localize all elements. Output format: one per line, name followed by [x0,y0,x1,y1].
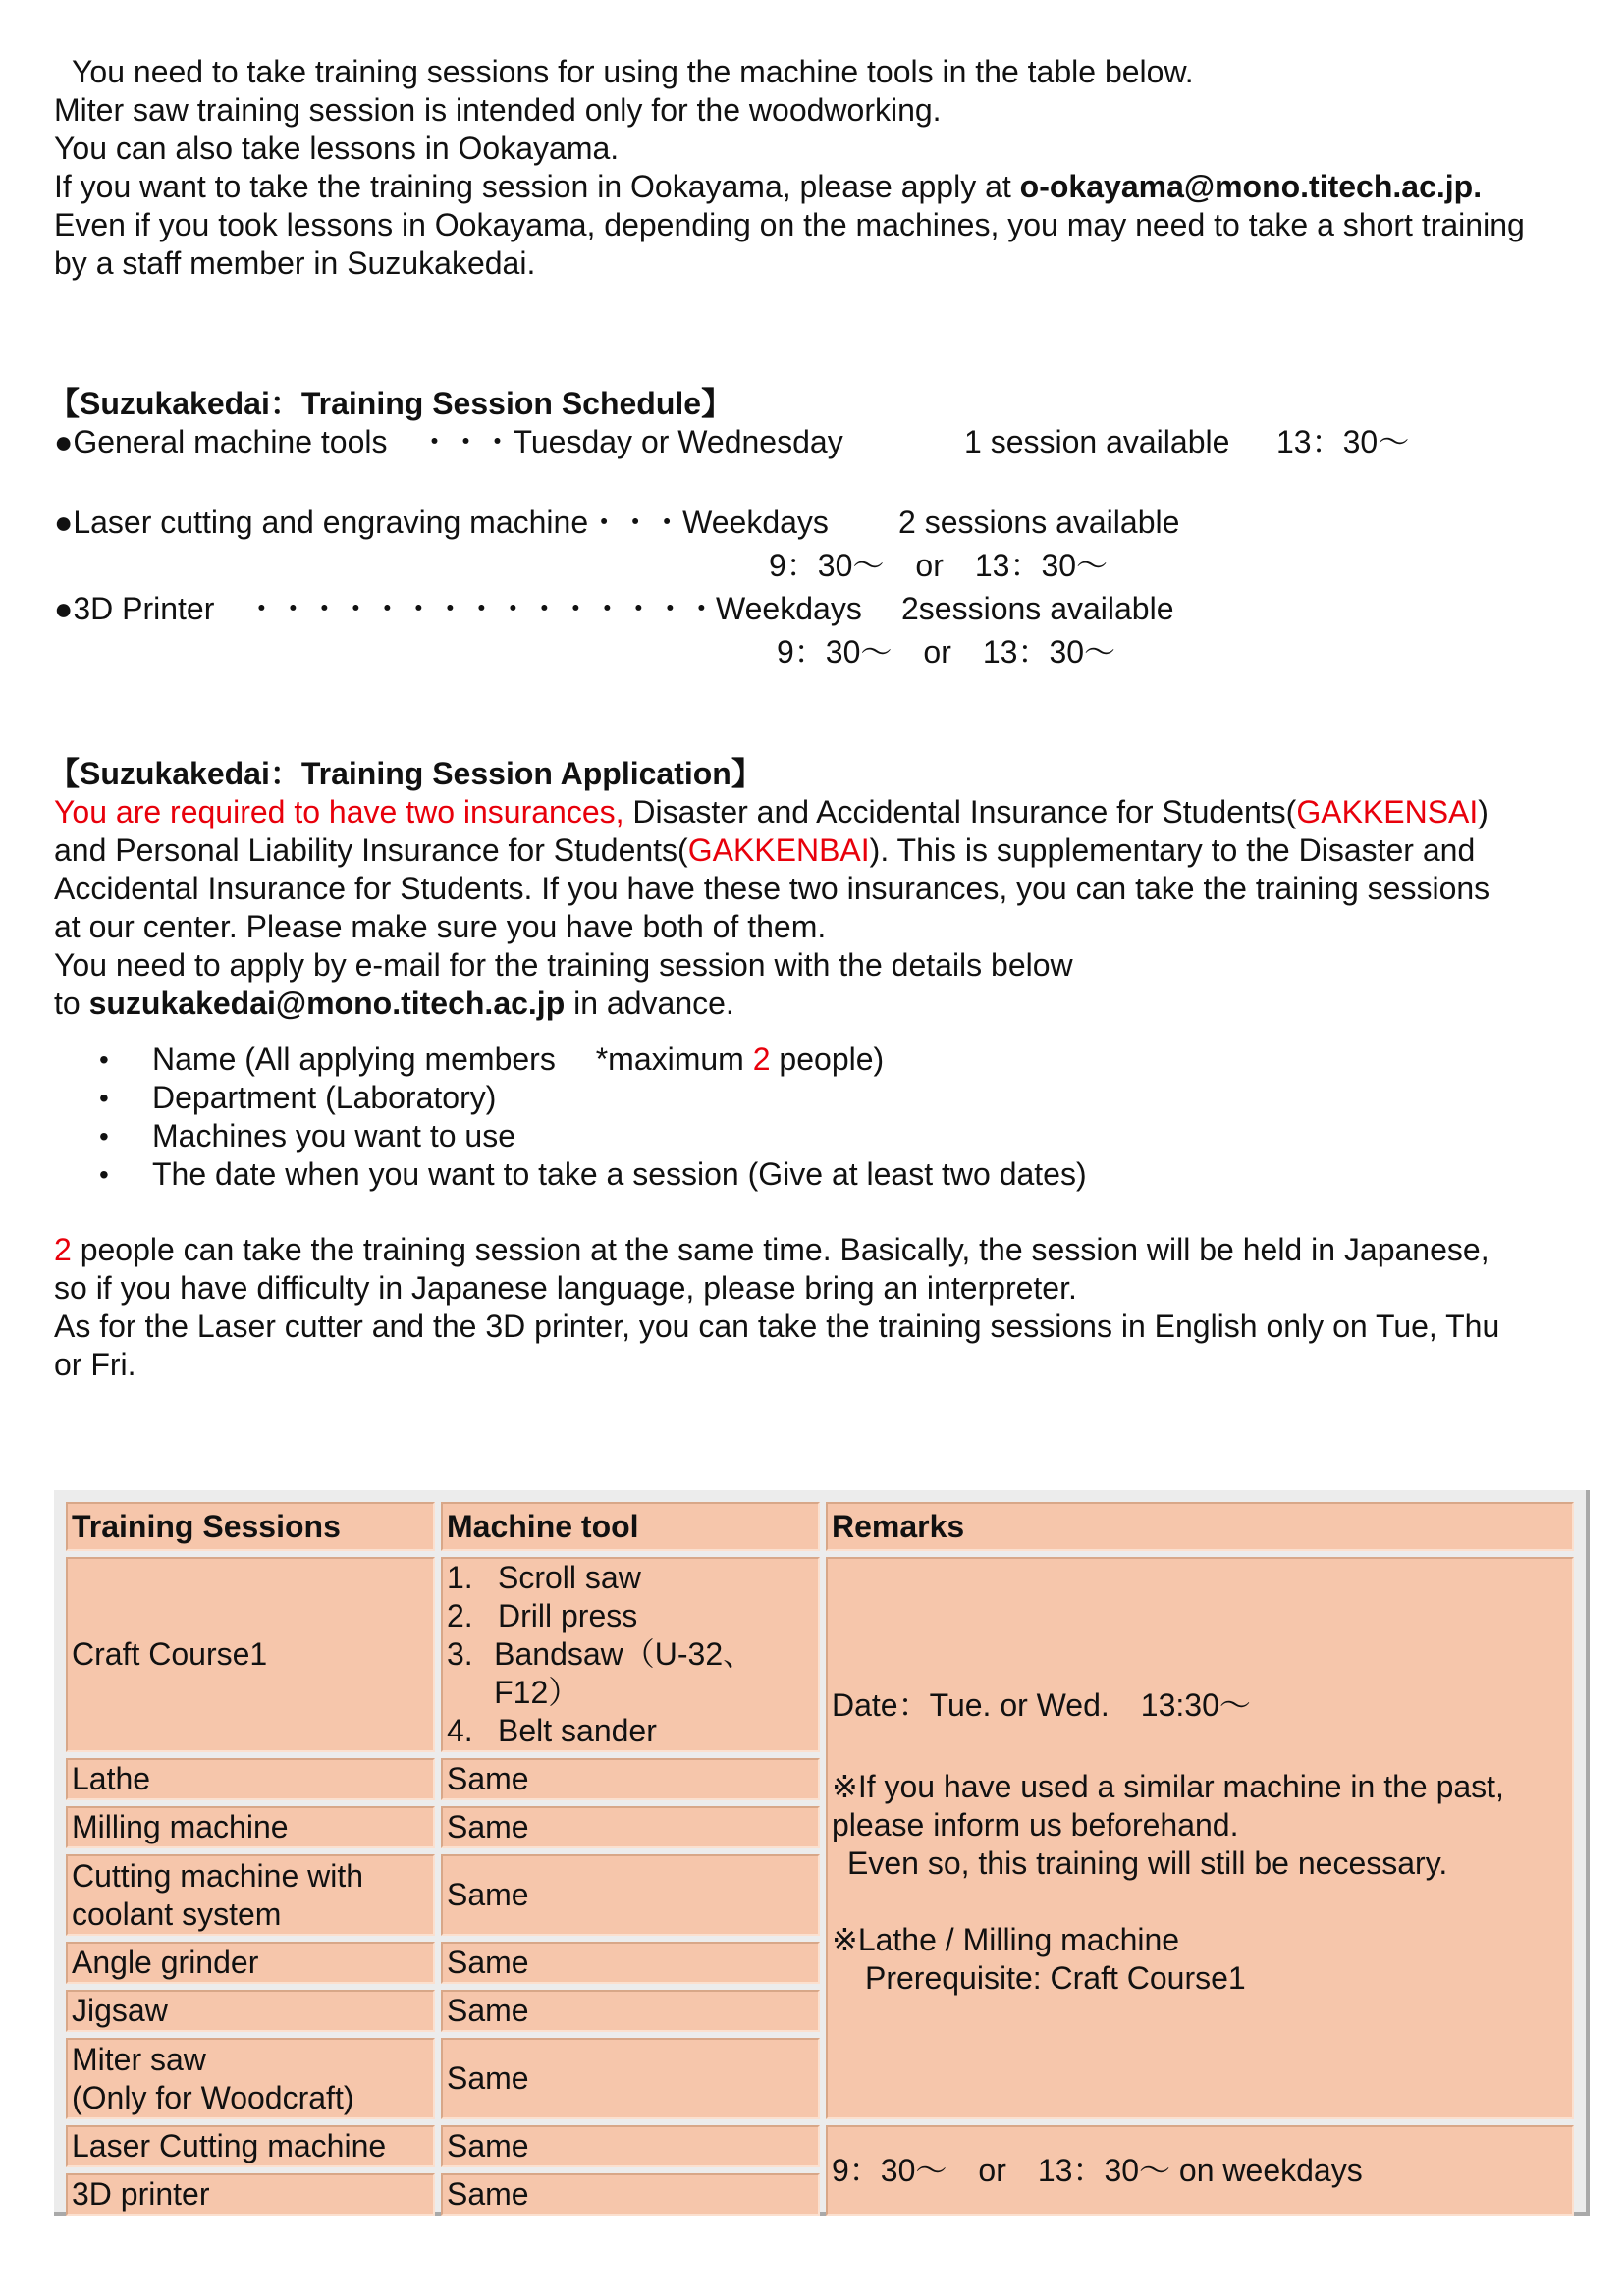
machine-tool: Same [441,1758,820,1800]
schedule-general-name: ●General machine tools ・・・Tuesday or Wednesday [54,424,843,459]
schedule-laser-sessions: 2 sessions available [898,505,1180,540]
list-item: 2. Drill press [447,1598,638,1633]
session-name: 3D printer [66,2173,435,2216]
ookayama-email[interactable]: o-okayama@mono.titech.ac.jp. [1019,169,1483,204]
table-row [66,2125,1574,2167]
application-note-4: or Fri. [54,1347,136,1382]
intro-line-5: Even if you took lessons in Ookayama, depending on the machines, you may need to take a short training [54,207,1525,242]
session-name: Cutting machine with coolant system [66,1854,435,1936]
schedule-laser [54,504,1586,547]
schedule-heading: 【Suzukakedai：Training Session Schedule】 [48,386,733,421]
session-name: Laser Cutting machine [66,2125,435,2167]
schedule-printer-name: ●3D Printer ・・・・・・・・・・・・・・・ [54,591,718,626]
table-header-row [66,1502,1574,1551]
application-p1: You are required to have two insurances, Disaster and Accidental Insurance for Students(GAKKENSAI) [54,794,1489,829]
remarks-note2-line2: Prerequisite: Craft Course1 [865,1960,1246,1996]
list-item: 1. Scroll saw [447,1560,641,1595]
machine-tool: Same [441,1854,820,1936]
machine-tool-list-cell [441,1557,820,1752]
list-item: • Department (Laboratory) [152,1079,1586,1117]
remarks-date: Date：Tue. or Wed. 13:30～ [832,1687,1251,1723]
remarks-weekdays: 9：30～ or 13：30～ on weekdays [826,2125,1574,2216]
application-heading: 【Suzukakedai：Training Session Application】 [48,756,763,791]
schedule-laser-times: 9：30～ or 13：30～ [769,548,1109,583]
suzukakedai-email[interactable]: suzukakedai@mono.titech.ac.jp [88,986,566,1021]
list-item: 4. Belt sander [447,1713,657,1748]
list-item: • Name (All applying members *maximum 2 people) [152,1041,1586,1079]
list-item: 3. Bandsaw（U-32、F12） [447,1636,755,1710]
application-p2: and Personal Liability Insurance for Students(GAKKENBAI). This is supplementary to the Disaster and [54,832,1476,868]
session-name: Milling machine [66,1806,435,1848]
schedule-printer-times-row [54,633,1586,676]
intro-line-6: by a staff member in Suzukakedai. [54,245,536,281]
schedule-laser-times-row [54,547,1586,590]
application-p6: to suzukakedai@mono.titech.ac.jp in advance. [54,986,734,1021]
list-item: • Machines you want to use [152,1117,1586,1155]
machine-tool: Same [441,1942,820,1984]
session-name: Craft Course1 [66,1557,435,1752]
schedule-printer-days: Weekdays [716,591,862,626]
session-name: Lathe [66,1758,435,1800]
machine-tool: Same [441,2038,820,2119]
schedule-general-time: 13：30～ [1276,424,1410,459]
remarks-note1-line1: ※If you have used a similar machine in the past, [832,1769,1504,1804]
header-remarks: Remarks [826,1502,1574,1551]
remarks-note1-line3: Even so, this training will still be necessary. [847,1845,1448,1881]
schedule-printer [54,590,1586,633]
session-name: Miter saw (Only for Woodcraft) [66,2038,435,2119]
remarks-general [826,1557,1574,2119]
document-body [48,53,1586,1384]
remarks-note2-line1: ※Lathe / Milling machine [832,1922,1180,1957]
machine-tool: Same [441,2173,820,2216]
schedule-general [54,423,1586,466]
session-name: Angle grinder [66,1942,435,1984]
intro-line-3: You can also take lessons in Ookayama. [54,131,620,166]
header-machine-tool: Machine tool [441,1502,820,1551]
schedule-printer-times: 9：30～ or 13：30～ [777,634,1116,669]
schedule-printer-sessions: 2sessions available [901,591,1174,626]
training-table-frame [54,1490,1590,2216]
intro-line-4: If you want to take the training session in Ookayama, please apply at o-okayama@mono.titech.ac.jp. [54,169,1483,204]
application-p4: at our center. Please make sure you have both of them. [54,909,827,944]
session-name: Jigsaw [66,1990,435,2032]
application-note-3: As for the Laser cutter and the 3D printer, you can take the training sessions in English only on Tue, Thu [54,1308,1500,1344]
application-p5: You need to apply by e-mail for the training session with the details below [54,947,1073,983]
machine-tool: Same [441,2125,820,2167]
machine-tool: Same [441,1990,820,2032]
machine-tool: Same [441,1806,820,1848]
header-training-sessions: Training Sessions [66,1502,435,1551]
application-details-list [54,1041,1586,1194]
application-p3: Accidental Insurance for Students. If you have these two insurances, you can take the training sessions [54,871,1490,906]
schedule-general-sessions: 1 session available [964,424,1230,459]
machine-tool-list [447,1559,814,1750]
training-table [60,1496,1580,2221]
application-note-1: 2 people can take the training session at the same time. Basically, the session will be held in Japanese, [54,1232,1489,1267]
list-item: • The date when you want to take a session (Give at least two dates) [152,1155,1586,1194]
schedule-laser-name: ●Laser cutting and engraving machine・・・Weekdays [54,505,829,540]
intro-line-1: You need to take training sessions for using the machine tools in the table below. [72,54,1194,89]
intro-line-2: Miter saw training session is intended only for the woodworking. [54,92,942,128]
application-note-2: so if you have difficulty in Japanese language, please bring an interpreter. [54,1270,1077,1306]
remarks-note1-line2: please inform us beforehand. [832,1807,1239,1842]
table-row [66,1557,1574,1752]
